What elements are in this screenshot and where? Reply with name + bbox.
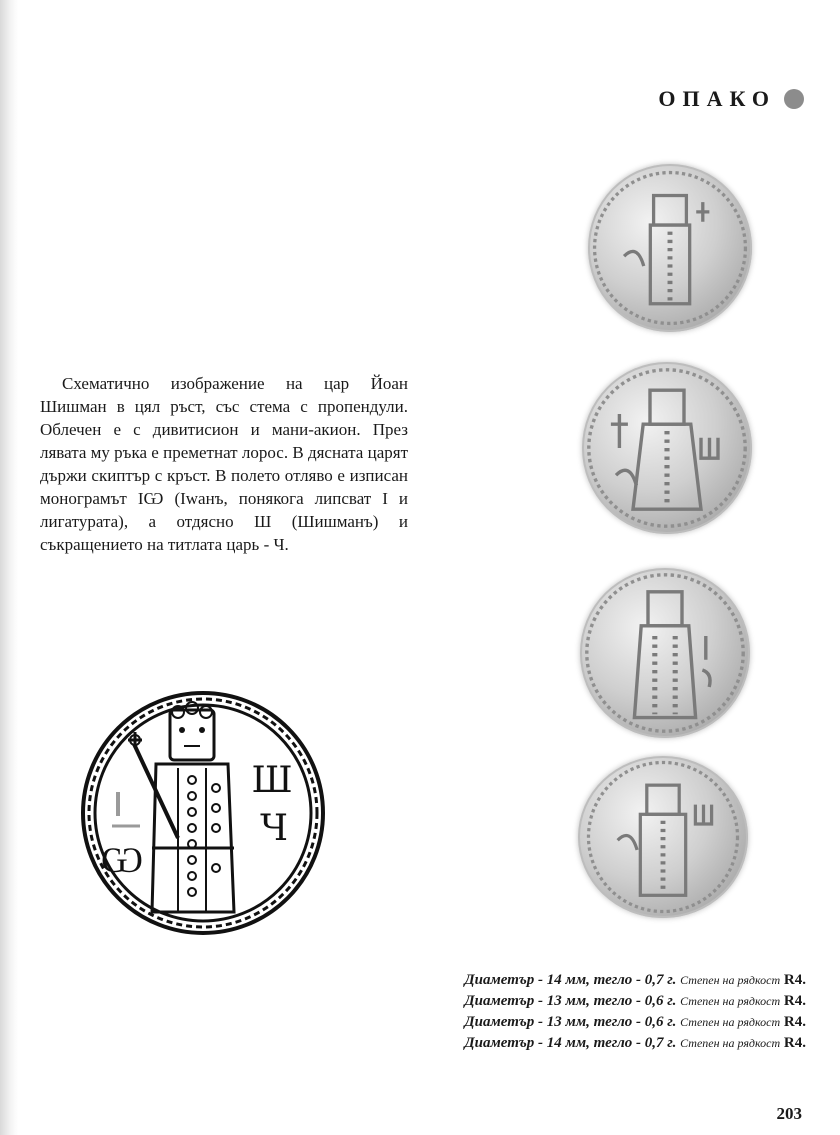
coin-photo-3 bbox=[580, 568, 750, 738]
spec-line: Диаметър - 14 мм, тегло - 0,7 г. Степен на рядкост R4. bbox=[464, 1035, 806, 1051]
coin-photo-4 bbox=[578, 756, 748, 918]
coin-photo-1 bbox=[588, 164, 752, 332]
header-bullet-icon bbox=[784, 89, 804, 109]
page-spine-shadow bbox=[0, 0, 18, 1135]
coin-figure-icon bbox=[588, 164, 752, 332]
spec-line: Диаметър - 14 мм, тегло - 0,7 г. Степен на рядкост R4. bbox=[464, 972, 806, 988]
coin-line-drawing bbox=[78, 688, 328, 938]
section-title: ОПАКО bbox=[658, 86, 776, 111]
coin-photo-2 bbox=[582, 362, 752, 534]
spec-line: Диаметър - 13 мм, тегло - 0,6 г. Степен на рядкост R4. bbox=[464, 1014, 806, 1030]
drawing-right-glyph-top: Ш bbox=[251, 760, 293, 801]
coin-figure-icon bbox=[582, 362, 752, 534]
coin-specifications bbox=[464, 970, 806, 1054]
coin-description: Схематично изображение на цар Йоан Шишман в цял ръст, със стема с пропендули. Облечен е с дивитисион и мани-акион. През лявата му ръка е преметнат лорос. В дясната царят държи скиптър с кръст. В полето отляво е изписан монограмът ІѠ (Іwанъ, понякога липсват І и лигатурата), а отдясно Ш (Шишманъ) и съкращението на титлата царь - Ч. bbox=[40, 374, 408, 554]
coin-figure-icon bbox=[578, 756, 748, 918]
section-header bbox=[658, 86, 804, 112]
spec-line: Диаметър - 13 мм, тегло - 0,6 г. Степен на рядкост R4. bbox=[464, 993, 806, 1009]
drawing-right-glyph-bottom: Ч bbox=[260, 808, 288, 849]
drawing-left-glyph: Ѡ bbox=[100, 840, 144, 881]
coin-figure-icon bbox=[580, 568, 750, 738]
page-number: 203 bbox=[776, 1104, 802, 1123]
